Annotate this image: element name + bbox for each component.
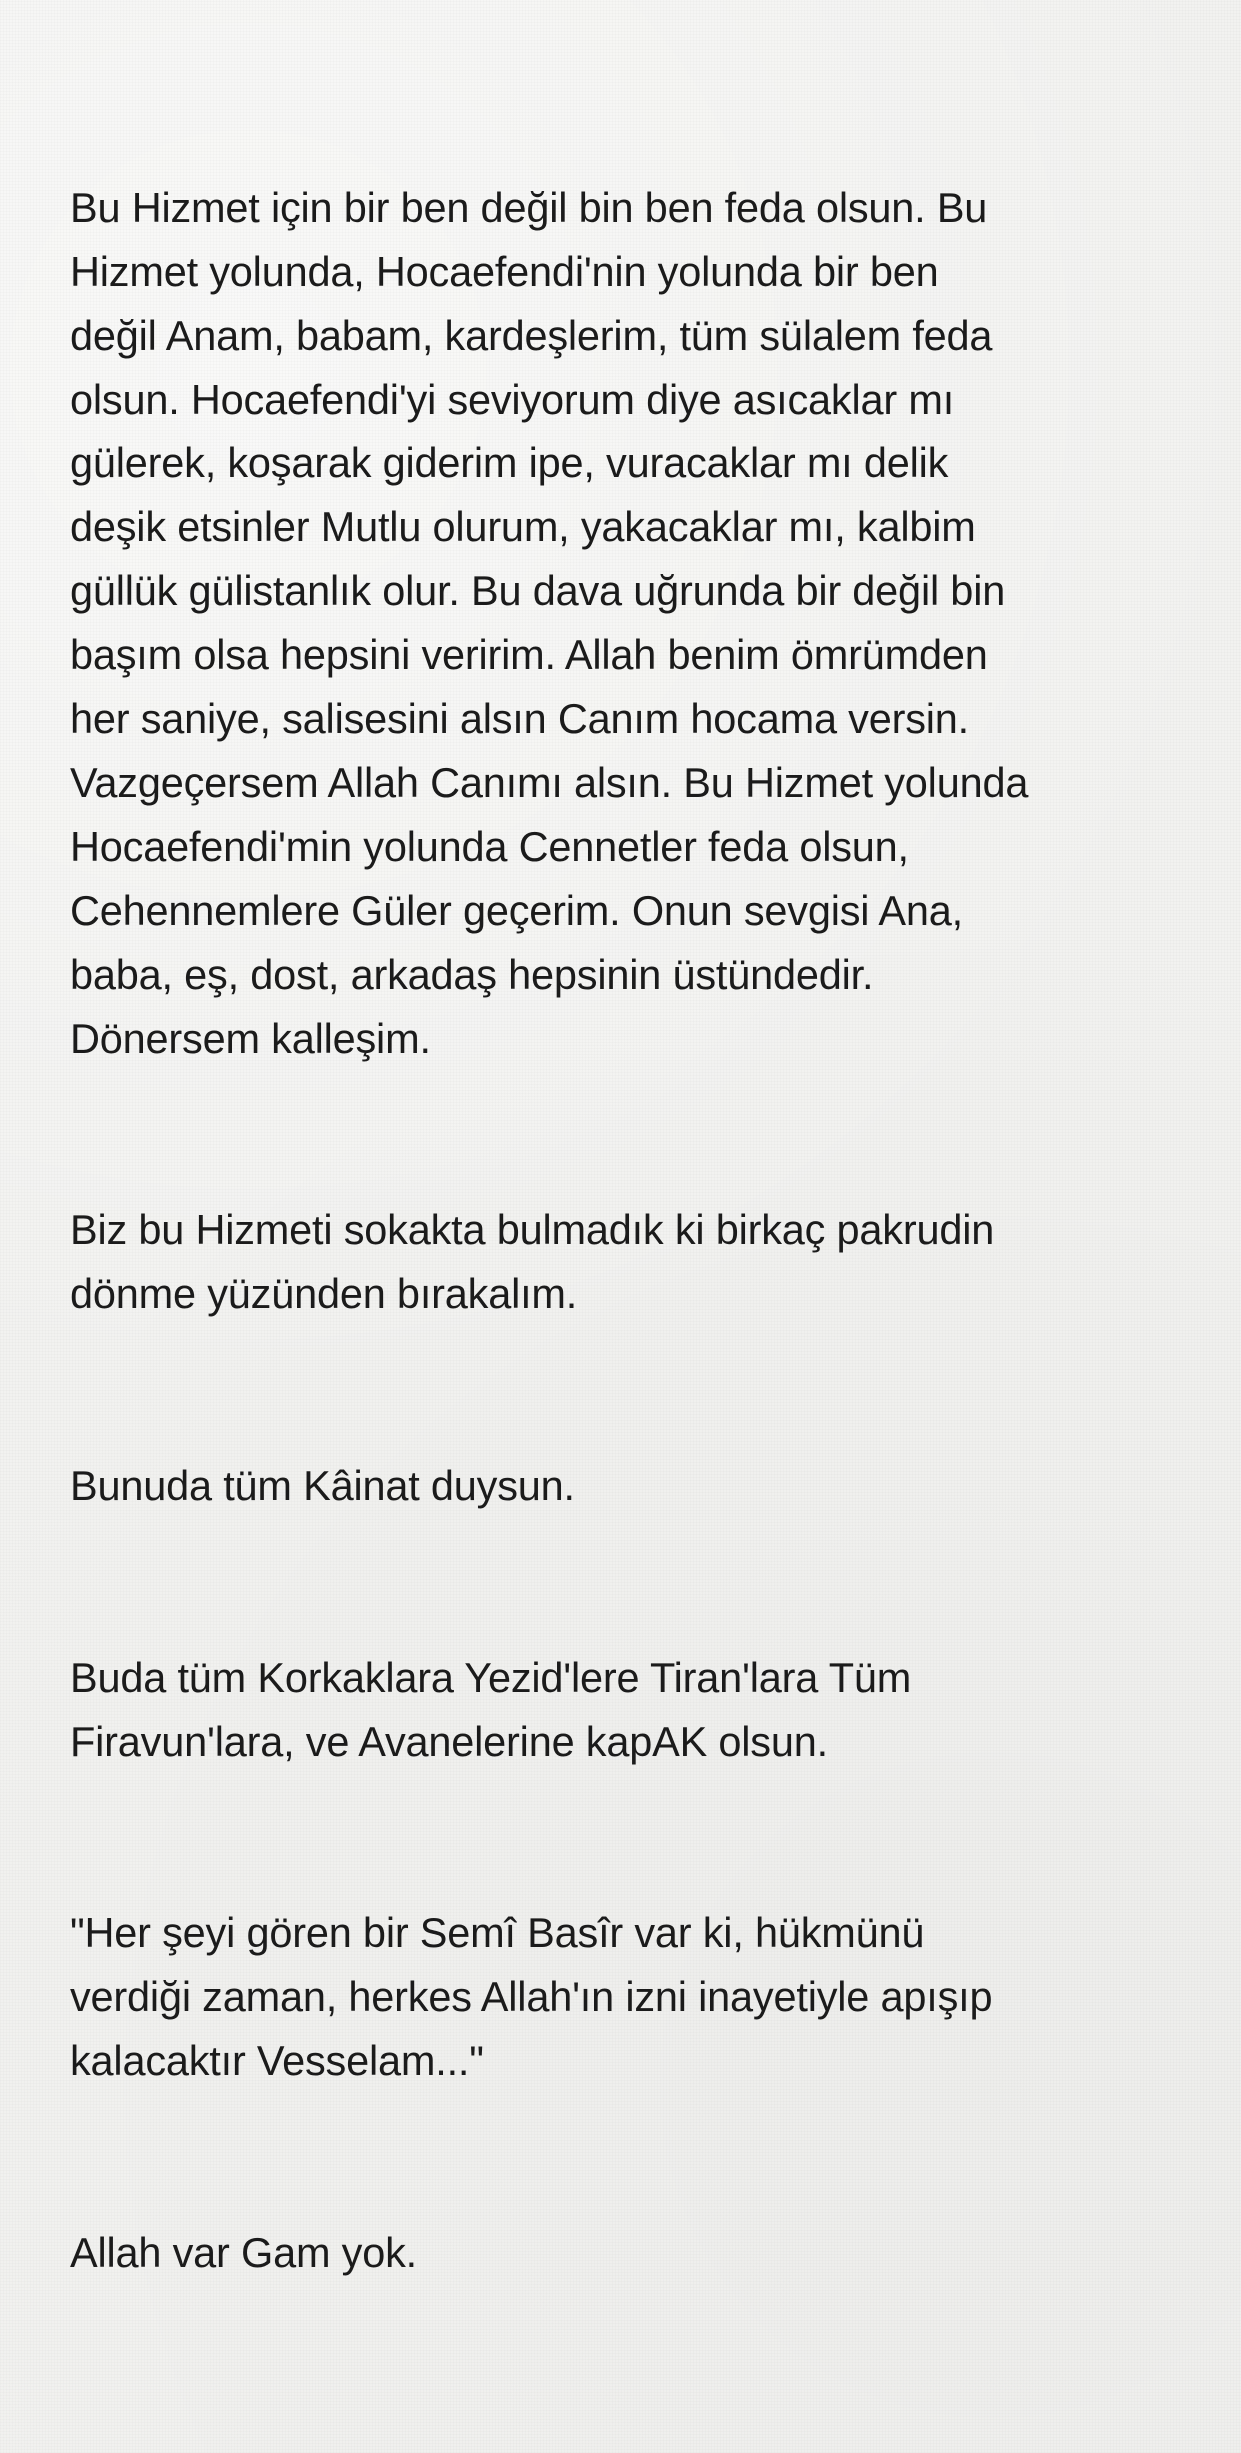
- note-paragraph: Biz bu Hizmeti sokakta bulmadık ki birkaç pakrudin dönme yüzünden bırakalım.: [70, 1206, 1006, 1318]
- note-paragraph: Buda tüm Korkaklara Yezid'lere Tiran'lara Tüm Firavun'lara, ve Avanelerine kapAK olsun.: [70, 1653, 923, 1765]
- note-paragraph: Bu Hizmet için bir ben değil bin ben feda olsun. Bu Hizmet yolunda, Hocaefendi'nin yolunda bir ben değil Anam, babam, kardeşlerim, tüm sülalem feda olsun. Hocaefendi'yi seviyorum diye asıcaklar mı gülerek, koşarak giderim ipe, vuracaklar mı delik deşik etsinler Mutlu olurum, yakacaklar mı, kalbim güllük gülistanlık olur. Bu dava uğrunda bir değil bin başım olsa hepsini veririm. Allah benim ömrümden her saniye, salisesini alsın Canım hocama versin. Vazgeçersem Allah Canımı alsın. Bu Hizmet yolunda Hocaefendi'min yolunda Cennetler feda olsun, Cehennemlere Güler geçerim. Onun sevgisi Ana, baba, eş, dost, arkadaş hepsinin üstündedir. Dönersem kalleşim.: [70, 183, 1040, 1062]
- note-text-block: [70, 48, 1040, 2413]
- note-paragraph: Allah var Gam yok.: [70, 2228, 417, 2276]
- note-paragraph: "Her şeyi gören bir Semî Basîr var ki, hükmünü verdiği zaman, herkes Allah'ın izni inayetiyle apışıp kalacaktır Vesselam...": [70, 1909, 1004, 2085]
- note-paragraph: Bunuda tüm Kâinat duysun.: [70, 1461, 575, 1509]
